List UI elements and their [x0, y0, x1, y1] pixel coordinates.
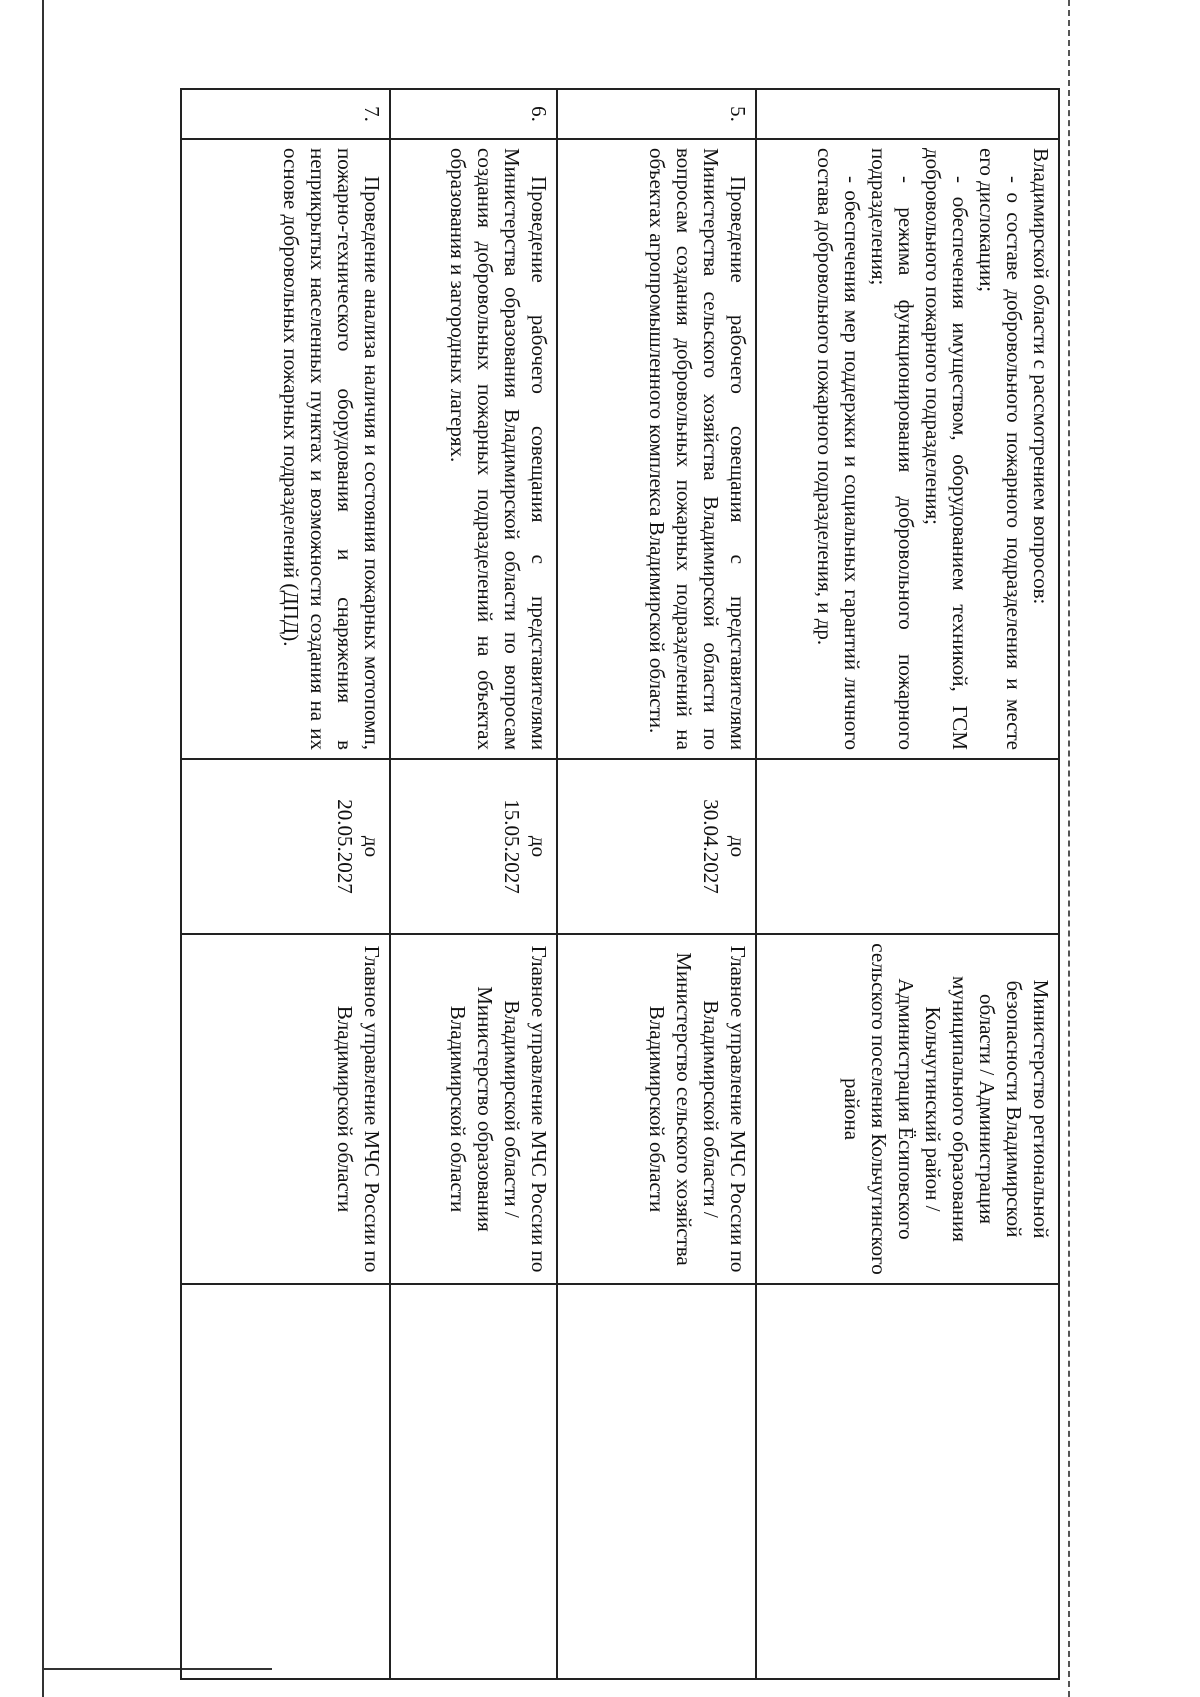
deadline-prefix: до	[527, 835, 552, 858]
rotated-page	[160, 88, 1060, 1688]
row-number	[756, 89, 1059, 139]
deadline-prefix: до	[725, 835, 750, 858]
deadline-date: 30.04.2027	[698, 799, 723, 894]
table-row	[557, 89, 756, 1679]
plan-table	[180, 88, 1060, 1680]
deadline-cell	[390, 759, 557, 934]
table-row	[181, 89, 390, 1679]
activity-item: - обеспечения имуществом, оборудованием техникой, ГСМ добровольного пожарного подразделения;	[921, 148, 972, 750]
activity-intro: Владимирской области с рассмотрением вопросов:	[1029, 148, 1053, 605]
note-cell	[181, 1284, 390, 1679]
activity-cell	[756, 139, 1059, 759]
activity-cell: Проведение рабочего совещания с представителями Министерства образования Владимирской области по вопросам создания добровольных пожарных подразделений на объектах образования и загородных лагерях.	[390, 139, 557, 759]
note-cell	[390, 1284, 557, 1679]
row-number: 7.	[181, 89, 390, 139]
activity-cell: Проведение анализа наличия и состояния пожарных мотопомп, пожарно-технического оборудования и снаряжения в неприкрытых населенных пунктах и возможности создания на их основе добровольных пожарных подразделений (ДПД).	[181, 139, 390, 759]
row-number: 5.	[557, 89, 756, 139]
responsible-cell: Главное управление МЧС России по Владимирской области	[181, 934, 390, 1284]
note-cell	[756, 1284, 1059, 1679]
deadline-date: 15.05.2027	[500, 799, 525, 894]
responsible-cell: Главное управление МЧС России по Владимирской области / Министерство сельского хозяйства Владимирской области	[557, 934, 756, 1284]
deadline-cell	[181, 759, 390, 934]
deadline-cell	[557, 759, 756, 934]
table-row	[756, 89, 1059, 1679]
note-cell	[557, 1284, 756, 1679]
responsible-cell: Главное управление МЧС России по Владимирской области / Министерство образования Владимирской области	[390, 934, 557, 1284]
table-row	[390, 89, 557, 1679]
deadline-date: 20.05.2027	[333, 799, 358, 894]
responsible-cell: Министерство региональной безопасности Владимирской области / Администрация муниципального образования Кольчугинский район / Администрация Ёсиповского сельского поселения Кольчугинского района	[756, 934, 1059, 1284]
activity-item: - режима функционирования добровольного пожарного подразделения;	[867, 148, 918, 750]
activity-cell: Проведение рабочего совещания с представителями Министерства сельского хозяйства Владимирской области по вопросам создания добровольных пожарных подразделений на объектах агропромышленного комплекса Владимирской области.	[557, 139, 756, 759]
page-edge-left	[42, 0, 44, 1697]
scan-fold-line	[1068, 0, 1070, 1697]
activity-item: - обеспечения мер поддержки и социальных гарантий личного состава добровольного пожарного подразделения, и др.	[813, 148, 864, 750]
deadline-cell	[756, 759, 1059, 934]
activity-item: - о составе добровольного пожарного подразделения и месте его дислокации;	[975, 148, 1026, 750]
row-number: 6.	[390, 89, 557, 139]
deadline-prefix: до	[360, 835, 385, 858]
